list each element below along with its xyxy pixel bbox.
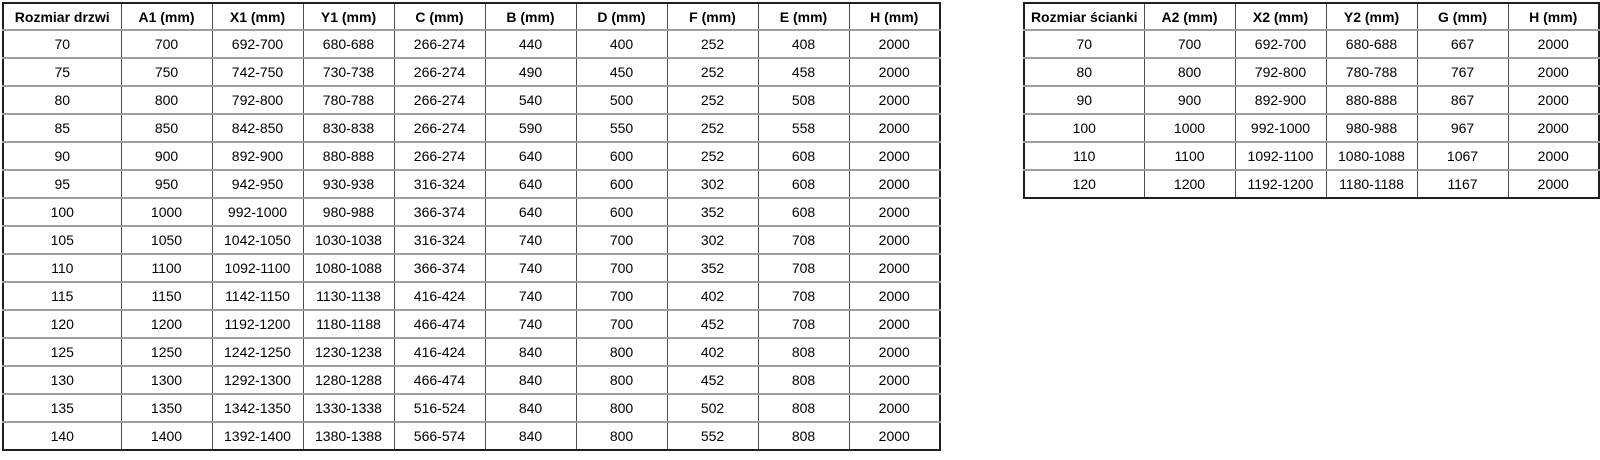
- door-sizes-cell: 1000: [121, 198, 212, 226]
- door-sizes-cell: 1050: [121, 226, 212, 254]
- door-sizes-cell: 1350: [121, 394, 212, 422]
- door-sizes-cell: 75: [3, 58, 121, 86]
- door-sizes-cell: 700: [576, 282, 667, 310]
- door-sizes-cell: 2000: [849, 254, 940, 282]
- door-sizes-cell: 992-1000: [212, 198, 303, 226]
- door-sizes-cell: 2000: [849, 86, 940, 114]
- door-sizes-cell: 80: [3, 86, 121, 114]
- door-sizes-cell: 458: [758, 58, 849, 86]
- door-sizes-cell: 830-838: [303, 114, 394, 142]
- door-sizes-cell: 1280-1288: [303, 366, 394, 394]
- door-table-header-row: [3, 3, 940, 30]
- door-sizes-row: [3, 366, 940, 394]
- door-sizes-row: [3, 254, 940, 282]
- door-sizes-cell: 466-474: [394, 310, 485, 338]
- door-sizes-cell: 792-800: [212, 86, 303, 114]
- door-sizes-cell: 880-888: [303, 142, 394, 170]
- door-sizes-cell: 740: [485, 226, 576, 254]
- wall-panel-sizes-cell: 900: [1144, 86, 1235, 114]
- door-sizes-row: [3, 142, 940, 170]
- wall-panel-sizes-header-cell: H (mm): [1508, 3, 1599, 30]
- wall-panel-sizes-cell: 80: [1024, 58, 1144, 86]
- wall-panel-sizes-cell: 867: [1417, 86, 1508, 114]
- door-sizes-cell: 352: [667, 254, 758, 282]
- door-sizes-cell: 842-850: [212, 114, 303, 142]
- door-sizes-cell: 800: [121, 86, 212, 114]
- door-sizes-cell: 640: [485, 142, 576, 170]
- door-sizes-cell: 808: [758, 422, 849, 450]
- door-sizes-cell: 942-950: [212, 170, 303, 198]
- door-sizes-cell: 416-424: [394, 338, 485, 366]
- door-sizes-cell: 490: [485, 58, 576, 86]
- door-sizes-cell: 1300: [121, 366, 212, 394]
- door-sizes-cell: 85: [3, 114, 121, 142]
- door-sizes-cell: 416-424: [394, 282, 485, 310]
- door-sizes-cell: 1030-1038: [303, 226, 394, 254]
- wall-panel-sizes-cell: 892-900: [1235, 86, 1326, 114]
- wall-panel-sizes-cell: 2000: [1508, 142, 1599, 170]
- door-sizes-header-cell: Y1 (mm): [303, 3, 394, 30]
- door-sizes-cell: 1250: [121, 338, 212, 366]
- door-sizes-cell: 680-688: [303, 30, 394, 58]
- door-sizes-cell: 402: [667, 338, 758, 366]
- door-sizes-cell: 950: [121, 170, 212, 198]
- door-sizes-cell: 640: [485, 198, 576, 226]
- door-sizes-cell: 708: [758, 282, 849, 310]
- wall-panel-sizes-cell: 110: [1024, 142, 1144, 170]
- door-sizes-cell: 2000: [849, 394, 940, 422]
- door-sizes-cell: 450: [576, 58, 667, 86]
- door-sizes-cell: 1180-1188: [303, 310, 394, 338]
- door-sizes-cell: 840: [485, 422, 576, 450]
- door-sizes-cell: 1100: [121, 254, 212, 282]
- door-sizes-cell: 2000: [849, 58, 940, 86]
- wall-panel-sizes-cell: 880-888: [1326, 86, 1417, 114]
- door-sizes-header-cell: D (mm): [576, 3, 667, 30]
- door-sizes-cell: 850: [121, 114, 212, 142]
- door-sizes-cell: 135: [3, 394, 121, 422]
- wall-panel-sizes-cell: 2000: [1508, 170, 1599, 198]
- wall-panel-sizes-header-cell: A2 (mm): [1144, 3, 1235, 30]
- door-sizes-cell: 708: [758, 254, 849, 282]
- door-sizes-table: [2, 2, 941, 451]
- door-sizes-cell: 366-374: [394, 254, 485, 282]
- door-sizes-cell: 608: [758, 198, 849, 226]
- door-sizes-cell: 750: [121, 58, 212, 86]
- door-sizes-cell: 700: [576, 310, 667, 338]
- door-sizes-row: [3, 170, 940, 198]
- wall-panel-sizes-cell: 1100: [1144, 142, 1235, 170]
- door-sizes-cell: 266-274: [394, 58, 485, 86]
- door-sizes-row: [3, 86, 940, 114]
- wall-panel-sizes-cell: 780-788: [1326, 58, 1417, 86]
- door-sizes-cell: 808: [758, 366, 849, 394]
- wall-panel-sizes-cell: 1200: [1144, 170, 1235, 198]
- door-sizes-cell: 780-788: [303, 86, 394, 114]
- wall-panel-sizes-row: [1024, 30, 1599, 58]
- door-sizes-header-cell: H (mm): [849, 3, 940, 30]
- wall-panel-sizes-cell: 2000: [1508, 30, 1599, 58]
- door-sizes-cell: 1230-1238: [303, 338, 394, 366]
- door-sizes-cell: 90: [3, 142, 121, 170]
- door-sizes-cell: 600: [576, 142, 667, 170]
- wall-panel-sizes-cell: 100: [1024, 114, 1144, 142]
- door-sizes-cell: 840: [485, 394, 576, 422]
- door-sizes-cell: 740: [485, 282, 576, 310]
- door-sizes-cell: 2000: [849, 30, 940, 58]
- door-sizes-cell: 140: [3, 422, 121, 450]
- wall-panel-sizes-cell: 667: [1417, 30, 1508, 58]
- door-sizes-cell: 2000: [849, 310, 940, 338]
- door-sizes-cell: 590: [485, 114, 576, 142]
- door-sizes-cell: 892-900: [212, 142, 303, 170]
- wall-panel-sizes-cell: 1000: [1144, 114, 1235, 142]
- door-sizes-cell: 800: [576, 422, 667, 450]
- door-sizes-cell: 700: [576, 254, 667, 282]
- door-sizes-cell: 125: [3, 338, 121, 366]
- door-sizes-cell: 740: [485, 310, 576, 338]
- door-sizes-cell: 700: [121, 30, 212, 58]
- door-sizes-cell: 508: [758, 86, 849, 114]
- door-sizes-cell: 1392-1400: [212, 422, 303, 450]
- wall-panel-sizes-cell: 980-988: [1326, 114, 1417, 142]
- door-sizes-row: [3, 310, 940, 338]
- door-sizes-cell: 266-274: [394, 86, 485, 114]
- door-sizes-cell: 930-938: [303, 170, 394, 198]
- door-sizes-cell: 110: [3, 254, 121, 282]
- door-sizes-cell: 302: [667, 170, 758, 198]
- door-sizes-cell: 516-524: [394, 394, 485, 422]
- door-sizes-cell: 2000: [849, 170, 940, 198]
- wall-panel-sizes-cell: 992-1000: [1235, 114, 1326, 142]
- door-sizes-cell: 1042-1050: [212, 226, 303, 254]
- wall-panel-sizes-cell: 120: [1024, 170, 1144, 198]
- door-sizes-row: [3, 30, 940, 58]
- wall-table-header-row: [1024, 3, 1599, 30]
- door-sizes-cell: 2000: [849, 142, 940, 170]
- door-sizes-cell: 608: [758, 170, 849, 198]
- door-sizes-cell: 1380-1388: [303, 422, 394, 450]
- door-sizes-cell: 2000: [849, 198, 940, 226]
- door-sizes-cell: 730-738: [303, 58, 394, 86]
- door-sizes-cell: 95: [3, 170, 121, 198]
- door-sizes-cell: 558: [758, 114, 849, 142]
- wall-panel-sizes-table-container: [1023, 2, 1600, 199]
- door-sizes-header-cell: E (mm): [758, 3, 849, 30]
- door-sizes-row: [3, 422, 940, 450]
- door-sizes-cell: 1092-1100: [212, 254, 303, 282]
- wall-panel-sizes-row: [1024, 142, 1599, 170]
- wall-panel-sizes-cell: 967: [1417, 114, 1508, 142]
- door-sizes-cell: 266-274: [394, 114, 485, 142]
- door-sizes-cell: 800: [576, 394, 667, 422]
- door-sizes-cell: 402: [667, 282, 758, 310]
- door-sizes-header-cell: F (mm): [667, 3, 758, 30]
- door-sizes-cell: 1330-1338: [303, 394, 394, 422]
- door-sizes-cell: 800: [576, 338, 667, 366]
- wall-panel-sizes-cell: 800: [1144, 58, 1235, 86]
- wall-panel-sizes-cell: 2000: [1508, 86, 1599, 114]
- door-sizes-row: [3, 338, 940, 366]
- door-sizes-cell: 440: [485, 30, 576, 58]
- door-sizes-cell: 408: [758, 30, 849, 58]
- door-sizes-cell: 1192-1200: [212, 310, 303, 338]
- door-sizes-header-cell: B (mm): [485, 3, 576, 30]
- door-sizes-cell: 900: [121, 142, 212, 170]
- door-sizes-cell: 552: [667, 422, 758, 450]
- door-sizes-cell: 700: [576, 226, 667, 254]
- wall-panel-sizes-header-cell: G (mm): [1417, 3, 1508, 30]
- door-sizes-header-cell: X1 (mm): [212, 3, 303, 30]
- wall-panel-sizes-row: [1024, 170, 1599, 198]
- wall-panel-sizes-cell: 1092-1100: [1235, 142, 1326, 170]
- wall-panel-sizes-row: [1024, 58, 1599, 86]
- door-sizes-cell: 302: [667, 226, 758, 254]
- wall-panel-sizes-row: [1024, 86, 1599, 114]
- door-sizes-cell: 252: [667, 86, 758, 114]
- door-sizes-cell: 600: [576, 198, 667, 226]
- door-sizes-cell: 252: [667, 142, 758, 170]
- wall-panel-sizes-cell: 767: [1417, 58, 1508, 86]
- door-sizes-cell: 2000: [849, 226, 940, 254]
- door-sizes-cell: 1400: [121, 422, 212, 450]
- door-sizes-cell: 1130-1138: [303, 282, 394, 310]
- door-sizes-cell: 708: [758, 310, 849, 338]
- door-sizes-cell: 692-700: [212, 30, 303, 58]
- door-sizes-cell: 502: [667, 394, 758, 422]
- wall-panel-sizes-cell: 692-700: [1235, 30, 1326, 58]
- door-sizes-header-cell: C (mm): [394, 3, 485, 30]
- wall-panel-sizes-cell: 700: [1144, 30, 1235, 58]
- door-sizes-cell: 100: [3, 198, 121, 226]
- door-sizes-cell: 808: [758, 338, 849, 366]
- door-sizes-cell: 400: [576, 30, 667, 58]
- door-sizes-cell: 1242-1250: [212, 338, 303, 366]
- door-sizes-cell: 2000: [849, 366, 940, 394]
- door-sizes-header-cell: A1 (mm): [121, 3, 212, 30]
- door-sizes-cell: 740: [485, 254, 576, 282]
- wall-panel-sizes-cell: 680-688: [1326, 30, 1417, 58]
- wall-panel-sizes-cell: 1192-1200: [1235, 170, 1326, 198]
- door-sizes-cell: 2000: [849, 338, 940, 366]
- door-sizes-cell: 115: [3, 282, 121, 310]
- wall-panel-sizes-header-cell: Rozmiar ścianki: [1030, 8, 1138, 25]
- wall-panel-sizes-cell: 1080-1088: [1326, 142, 1417, 170]
- door-sizes-cell: 540: [485, 86, 576, 114]
- door-sizes-cell: 70: [3, 30, 121, 58]
- door-sizes-row: [3, 58, 940, 86]
- door-sizes-cell: 352: [667, 198, 758, 226]
- door-sizes-cell: 808: [758, 394, 849, 422]
- door-sizes-row: [3, 198, 940, 226]
- wall-panel-sizes-cell: 70: [1024, 30, 1144, 58]
- door-sizes-cell: 840: [485, 338, 576, 366]
- door-sizes-cell: 800: [576, 366, 667, 394]
- door-sizes-cell: 1150: [121, 282, 212, 310]
- door-sizes-cell: 550: [576, 114, 667, 142]
- wall-panel-sizes-cell: 792-800: [1235, 58, 1326, 86]
- wall-panel-sizes-header-cell: X2 (mm): [1235, 3, 1326, 30]
- door-sizes-cell: 742-750: [212, 58, 303, 86]
- door-sizes-cell: 120: [3, 310, 121, 338]
- door-sizes-cell: 366-374: [394, 198, 485, 226]
- door-sizes-cell: 252: [667, 30, 758, 58]
- wall-panel-sizes-header-cell: Y2 (mm): [1326, 3, 1417, 30]
- door-sizes-cell: 266-274: [394, 142, 485, 170]
- door-sizes-cell: 452: [667, 310, 758, 338]
- door-sizes-cell: 252: [667, 114, 758, 142]
- door-sizes-cell: 1080-1088: [303, 254, 394, 282]
- door-sizes-cell: 105: [3, 226, 121, 254]
- door-sizes-cell: 466-474: [394, 366, 485, 394]
- wall-panel-sizes-table: [1023, 2, 1600, 199]
- wall-panel-sizes-cell: 1167: [1417, 170, 1508, 198]
- door-sizes-cell: 840: [485, 366, 576, 394]
- door-sizes-cell: 1142-1150: [212, 282, 303, 310]
- door-sizes-cell: 452: [667, 366, 758, 394]
- door-sizes-cell: 252: [667, 58, 758, 86]
- wall-panel-sizes-row: [1024, 114, 1599, 142]
- door-sizes-header-cell: Rozmiar drzwi: [14, 8, 110, 25]
- door-sizes-cell: 2000: [849, 422, 940, 450]
- door-sizes-cell: 316-324: [394, 226, 485, 254]
- door-sizes-cell: 1292-1300: [212, 366, 303, 394]
- door-sizes-cell: 2000: [849, 282, 940, 310]
- wall-panel-sizes-cell: 2000: [1508, 114, 1599, 142]
- door-sizes-row: [3, 282, 940, 310]
- door-sizes-cell: 600: [576, 170, 667, 198]
- door-sizes-cell: 608: [758, 142, 849, 170]
- door-sizes-cell: 980-988: [303, 198, 394, 226]
- door-sizes-cell: 1200: [121, 310, 212, 338]
- door-sizes-cell: 266-274: [394, 30, 485, 58]
- door-sizes-cell: 708: [758, 226, 849, 254]
- door-sizes-cell: 566-574: [394, 422, 485, 450]
- door-sizes-cell: 2000: [849, 114, 940, 142]
- wall-panel-sizes-cell: 1180-1188: [1326, 170, 1417, 198]
- door-sizes-cell: 640: [485, 170, 576, 198]
- door-sizes-cell: 316-324: [394, 170, 485, 198]
- door-sizes-cell: 130: [3, 366, 121, 394]
- wall-panel-sizes-cell: 2000: [1508, 58, 1599, 86]
- door-sizes-cell: 1342-1350: [212, 394, 303, 422]
- wall-panel-sizes-cell: 90: [1024, 86, 1144, 114]
- door-sizes-cell: 500: [576, 86, 667, 114]
- door-sizes-row: [3, 114, 940, 142]
- door-sizes-row: [3, 394, 940, 422]
- door-sizes-row: [3, 226, 940, 254]
- door-sizes-table-container: [2, 2, 941, 451]
- wall-panel-sizes-cell: 1067: [1417, 142, 1508, 170]
